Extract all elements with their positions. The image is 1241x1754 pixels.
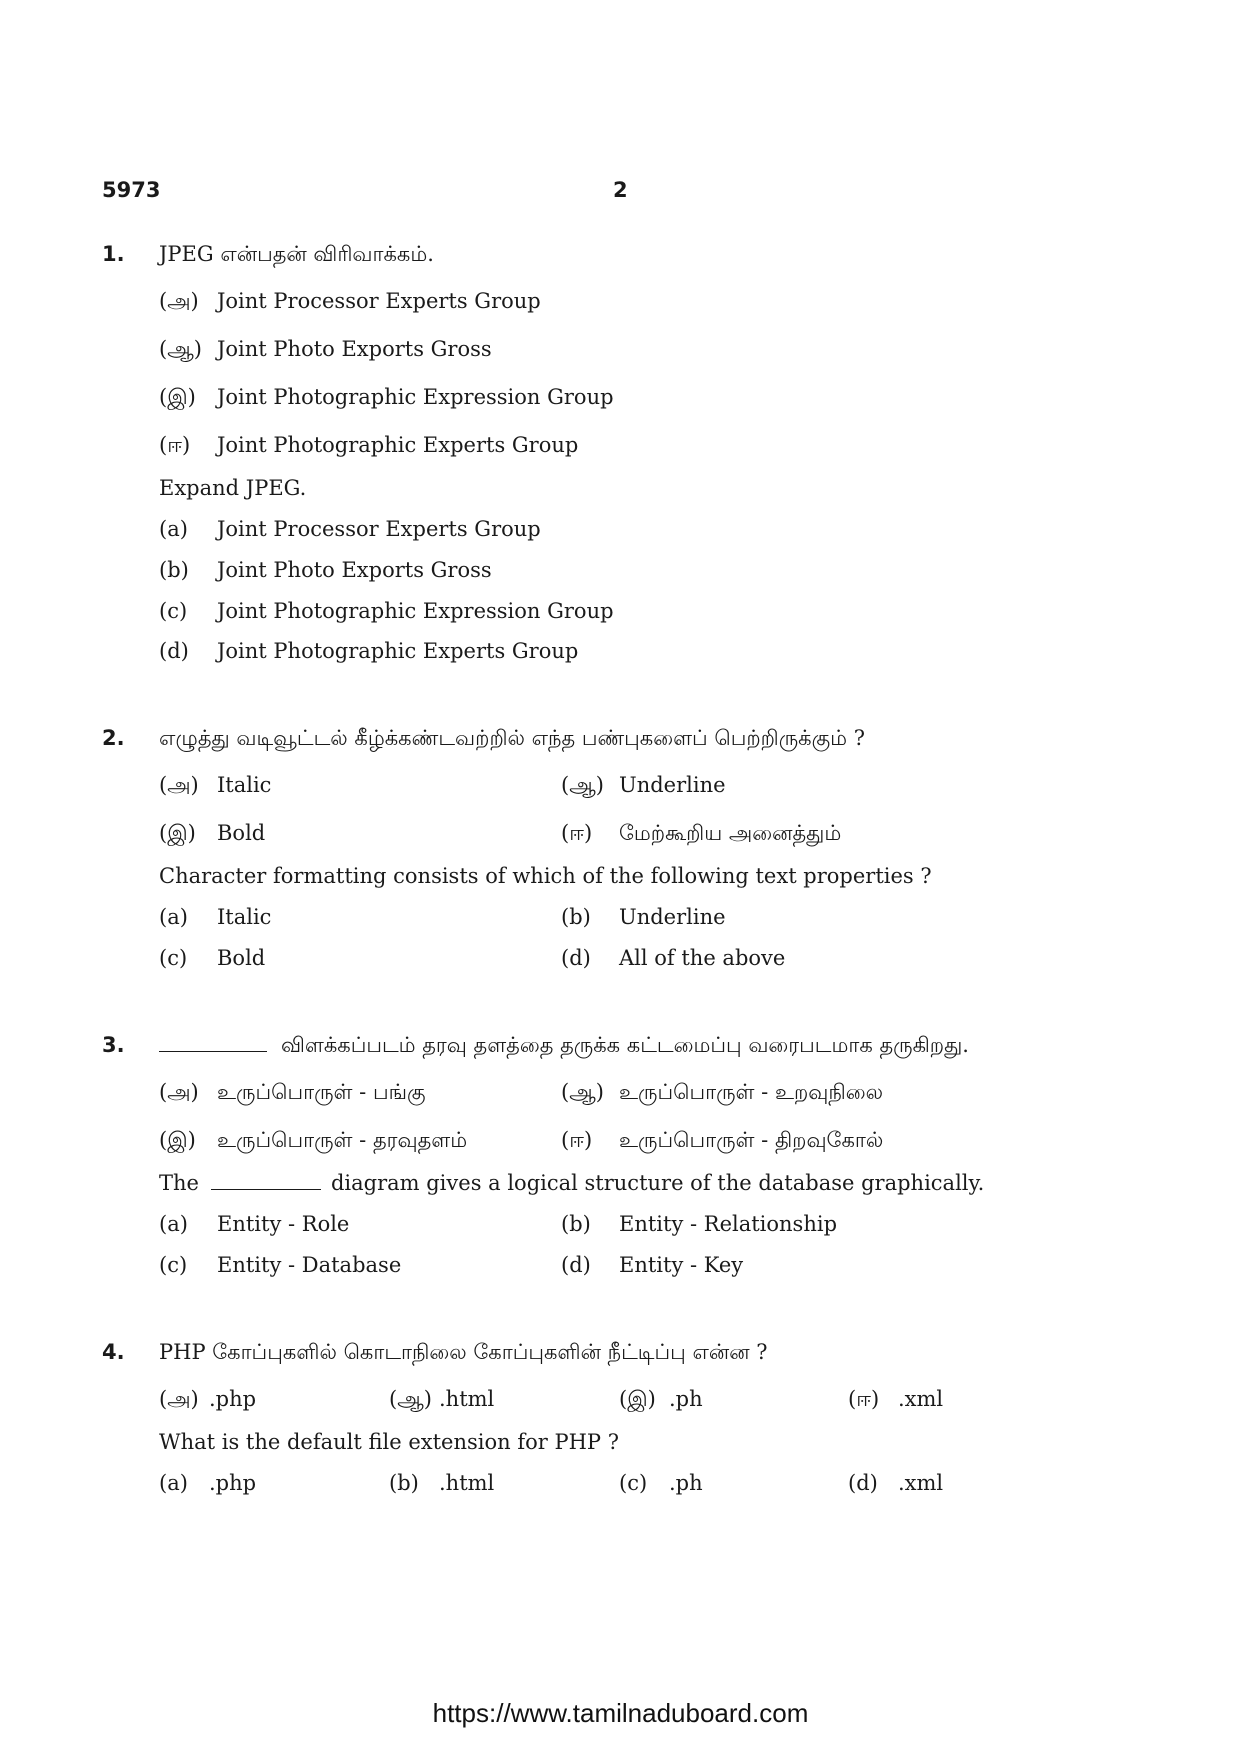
option — [159, 337, 492, 364]
footer-url: https://www.tamilnaduboard.com — [432, 1698, 809, 1728]
option-label: (d) — [848, 1471, 878, 1495]
question-number: 2. — [102, 726, 125, 750]
question-text-tamil: PHP கோப்புகளில் கொடாநிலை கோப்புகளின் நீட்டிப்பு என்ன ? — [159, 1340, 768, 1364]
option-text: Entity - Key — [619, 1253, 744, 1277]
option — [561, 821, 841, 848]
option-label: (c) — [159, 1253, 188, 1277]
option-text: Entity - Role — [217, 1212, 350, 1236]
question-number: 3. — [102, 1033, 125, 1057]
option — [159, 1212, 349, 1236]
option-label: (இ) — [159, 385, 196, 409]
option-label: (ஈ) — [848, 1387, 880, 1411]
question-line-tamil — [159, 1033, 969, 1060]
option-label: (இ) — [619, 1387, 656, 1411]
option — [561, 1080, 883, 1107]
option-label: (d) — [561, 946, 591, 970]
option-label: (ஈ) — [561, 1128, 593, 1152]
option-text: Underline — [619, 773, 726, 797]
option — [159, 517, 541, 541]
option — [159, 599, 614, 623]
option-label: (அ) — [159, 773, 199, 797]
question-text-english-start: The — [159, 1171, 199, 1195]
question-text-tamil: JPEG என்பதன் விரிவாக்கம். — [159, 242, 434, 266]
option-label: (அ) — [159, 1387, 199, 1411]
option — [159, 946, 265, 970]
option-label: (ஈ) — [561, 821, 593, 845]
option-text: Joint Photo Exports Gross — [217, 558, 492, 582]
option — [389, 1471, 494, 1495]
option-label: (a) — [159, 1212, 188, 1236]
option-text: Italic — [217, 905, 272, 929]
answer-blank — [159, 1033, 267, 1052]
option-text: Entity - Database — [217, 1253, 402, 1277]
option — [159, 1080, 426, 1107]
option — [159, 639, 578, 663]
option-text: .php — [209, 1471, 257, 1495]
option — [561, 773, 726, 800]
option-label: (b) — [561, 905, 591, 929]
option-text: Joint Photographic Expression Group — [217, 599, 614, 623]
option — [159, 773, 271, 800]
option-text: உருப்பொருள் - உறவுநிலை — [619, 1080, 884, 1104]
question-text-tamil: விளக்கப்படம் தரவு தளத்தை தருக்க கட்டமைப்பு வரைபடமாக தருகிறது. — [281, 1033, 969, 1057]
option — [561, 1128, 883, 1155]
option — [159, 289, 541, 316]
option — [561, 1253, 743, 1277]
option-text: .html — [439, 1471, 495, 1495]
option-text: Italic — [217, 773, 272, 797]
question-text-english: Character formatting consists of which of the following text properties ? — [159, 864, 932, 888]
option-label: (அ) — [159, 1080, 199, 1104]
option — [848, 1387, 943, 1414]
option-label: (c) — [159, 946, 188, 970]
option-text: .html — [439, 1387, 495, 1411]
option-text: Joint Processor Experts Group — [217, 517, 541, 541]
option-text: உருப்பொருள் - திறவுகோல் — [619, 1128, 884, 1152]
option-text: Bold — [217, 946, 266, 970]
option-text: Joint Photographic Experts Group — [217, 433, 579, 457]
option-label: (ஆ) — [389, 1387, 432, 1411]
option-label: (b) — [159, 558, 189, 582]
question-number: 1. — [102, 242, 125, 266]
option — [561, 1212, 837, 1236]
page-number: 2 — [613, 178, 628, 202]
option-text: .ph — [669, 1387, 703, 1411]
option — [159, 1253, 401, 1277]
answer-blank — [211, 1171, 321, 1190]
option-label: (இ) — [159, 821, 196, 845]
option-text: Joint Processor Experts Group — [217, 289, 541, 313]
option — [389, 1387, 494, 1414]
option-text: Joint Photographic Experts Group — [217, 639, 579, 663]
option-label: (ஆ) — [561, 773, 604, 797]
option — [848, 1471, 943, 1495]
option — [159, 1387, 256, 1414]
option-text: Bold — [217, 821, 266, 845]
option — [159, 1128, 467, 1155]
option-text: .ph — [669, 1471, 703, 1495]
question-number: 4. — [102, 1340, 125, 1364]
option-text: .php — [209, 1387, 257, 1411]
option-text: மேற்கூறிய அனைத்தும் — [619, 821, 842, 845]
option-label: (a) — [159, 1471, 188, 1495]
option-label: (இ) — [159, 1128, 196, 1152]
option-text: .xml — [898, 1387, 944, 1411]
option — [619, 1471, 703, 1495]
option-label: (c) — [619, 1471, 648, 1495]
question-text-english-end: diagram gives a logical structure of the database graphically. — [330, 1171, 985, 1195]
option — [619, 1387, 703, 1414]
option-label: (c) — [159, 599, 188, 623]
option-text: Underline — [619, 905, 726, 929]
option-text: All of the above — [619, 946, 786, 970]
option — [159, 433, 578, 460]
option-label: (b) — [561, 1212, 591, 1236]
option-label: (a) — [159, 517, 188, 541]
option-label: (a) — [159, 905, 188, 929]
option-text: Entity - Relationship — [619, 1212, 838, 1236]
option-text: உருப்பொருள் - தரவுதளம் — [217, 1128, 468, 1152]
option-label: (ஈ) — [159, 433, 191, 457]
option-label: (அ) — [159, 289, 199, 313]
question-text-tamil: எழுத்து வடிவூட்டல் கீழ்க்கண்டவற்றில் எந்த பண்புகளைப் பெற்றிருக்கும் ? — [159, 726, 865, 750]
option-label: (ஆ) — [159, 337, 202, 361]
option — [159, 385, 614, 412]
option-text: Joint Photographic Expression Group — [217, 385, 614, 409]
question-text-english: What is the default file extension for PHP ? — [159, 1430, 619, 1454]
option-text: உருப்பொருள் - பங்கு — [217, 1080, 426, 1104]
question-text-english: Expand JPEG. — [159, 476, 307, 500]
option — [159, 1471, 256, 1495]
option-label: (d) — [561, 1253, 591, 1277]
option — [159, 821, 265, 848]
option — [561, 946, 785, 970]
option-label: (d) — [159, 639, 189, 663]
option — [561, 905, 726, 929]
option-label: (ஆ) — [561, 1080, 604, 1104]
paper-code: 5973 — [102, 178, 161, 202]
option-label: (b) — [389, 1471, 419, 1495]
option — [159, 905, 271, 929]
option-text: Joint Photo Exports Gross — [217, 337, 492, 361]
option-text: .xml — [898, 1471, 944, 1495]
question-line-english — [159, 1171, 984, 1195]
option — [159, 558, 492, 582]
